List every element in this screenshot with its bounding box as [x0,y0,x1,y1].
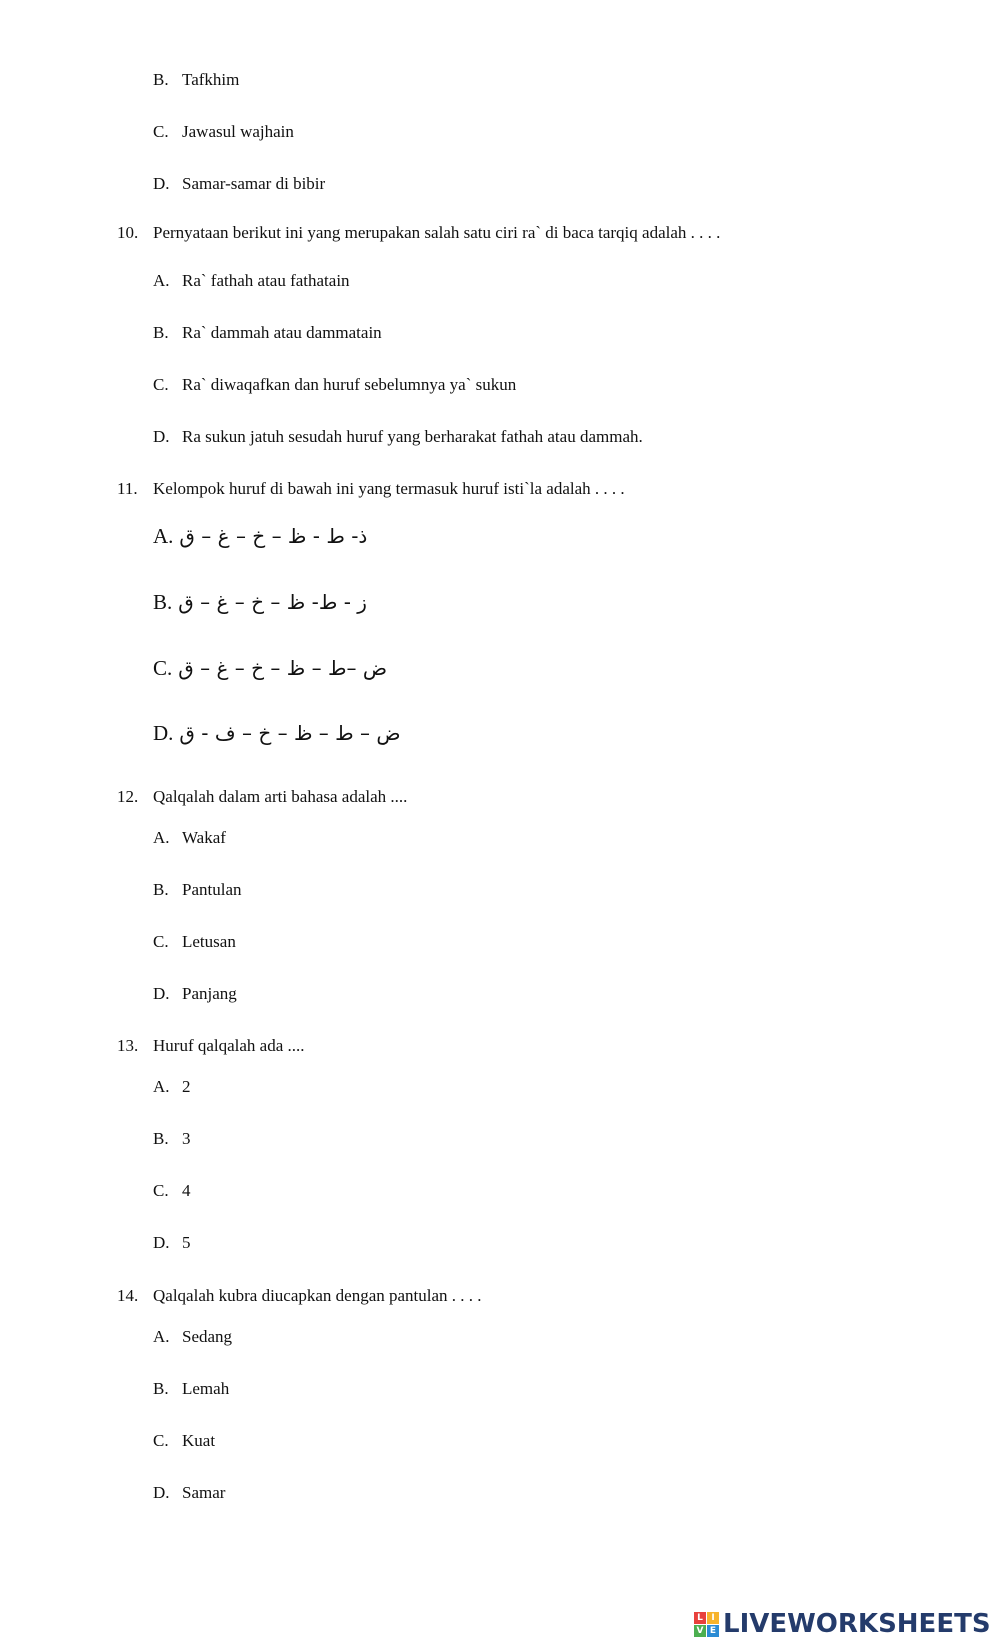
option-text: Samar [182,1483,226,1502]
q11-option-a[interactable] [153,520,367,550]
option-letter: B. [153,1129,169,1148]
option-text: 2 [182,1077,191,1096]
question-number: 12. [117,787,139,806]
q11-option-c[interactable] [153,652,387,682]
option-arabic-text: ض –ط – ظ – خ – غ – ق [178,656,388,681]
option-letter: C. [153,656,173,681]
option-text: Ra` dammah atau dammatain [182,323,382,342]
option-text: Ra` diwaqafkan dan huruf sebelumnya ya` sukun [182,375,517,394]
option-text: Pantulan [182,880,242,899]
q11-option-d[interactable] [153,717,401,747]
option-letter: C. [153,1431,169,1450]
question-number: 13. [117,1036,139,1055]
option-text: 5 [182,1233,191,1252]
option-text: Samar-samar di bibir [182,174,326,193]
option-letter: B. [153,590,173,615]
option-text: Wakaf [182,828,226,847]
option-text: 3 [182,1129,191,1148]
option-text: Ra` fathah atau fathatain [182,271,350,290]
question-text: Kelompok huruf di bawah ini yang termasuk huruf isti`la adalah . . . . [153,479,625,498]
logo-mark-i: I [707,1612,719,1624]
option-letter: D. [153,1233,170,1252]
option-text: Kuat [182,1431,216,1450]
question-text: Qalqalah dalam arti bahasa adalah .... [153,787,408,806]
option-letter: B. [153,323,169,342]
option-text: Letusan [182,932,236,951]
option-arabic-text: ض – ط – ظ – خ – ف - ق [179,721,401,746]
q11-option-b[interactable] [153,586,367,616]
option-letter: C. [153,122,169,141]
option-text: Lemah [182,1379,230,1398]
option-letter: B. [153,1379,169,1398]
option-letter: A. [153,1077,170,1096]
question-number: 14. [117,1286,139,1305]
option-letter: A. [153,524,174,549]
option-letter: B. [153,70,169,89]
question-text: Pernyataan berikut ini yang merupakan salah satu ciri ra` di baca tarqiq adalah . . . . [153,223,721,242]
option-text: Tafkhim [182,70,240,89]
option-letter: A. [153,271,170,290]
logo-mark-v: V [694,1625,706,1637]
option-text: Ra sukun jatuh sesudah huruf yang berharakat fathah atau dammah. [182,427,643,446]
liveworksheets-logo[interactable] [694,1608,991,1640]
option-letter: C. [153,375,169,394]
option-text: 4 [182,1181,191,1200]
option-arabic-text: ز - ط- ظ – خ – غ – ق [178,590,367,615]
logo-mark-l: L [694,1612,706,1624]
logo-mark-e: E [707,1625,719,1637]
option-letter: C. [153,932,169,951]
option-text: Panjang [182,984,237,1003]
question-text: Huruf qalqalah ada .... [153,1036,305,1055]
option-letter: D. [153,984,170,1003]
option-letter: B. [153,880,169,899]
option-letter: D. [153,174,170,193]
option-text: Sedang [182,1327,233,1346]
option-letter: D. [153,427,170,446]
question-number: 11. [117,479,138,498]
option-letter: A. [153,828,170,847]
question-text: Qalqalah kubra diucapkan dengan pantulan . . . . [153,1286,482,1305]
logo-text: LIVEWORKSHEETS [723,1609,991,1639]
option-letter: D. [153,1483,170,1502]
option-letter: C. [153,1181,169,1200]
option-letter: D. [153,721,174,746]
liveworksheets-logo-icon [694,1612,719,1637]
option-text: Jawasul wajhain [182,122,294,141]
option-arabic-text: ذ- ط - ظ – خ – غ – ق [179,524,368,549]
option-letter: A. [153,1327,170,1346]
question-number: 10. [117,223,139,242]
